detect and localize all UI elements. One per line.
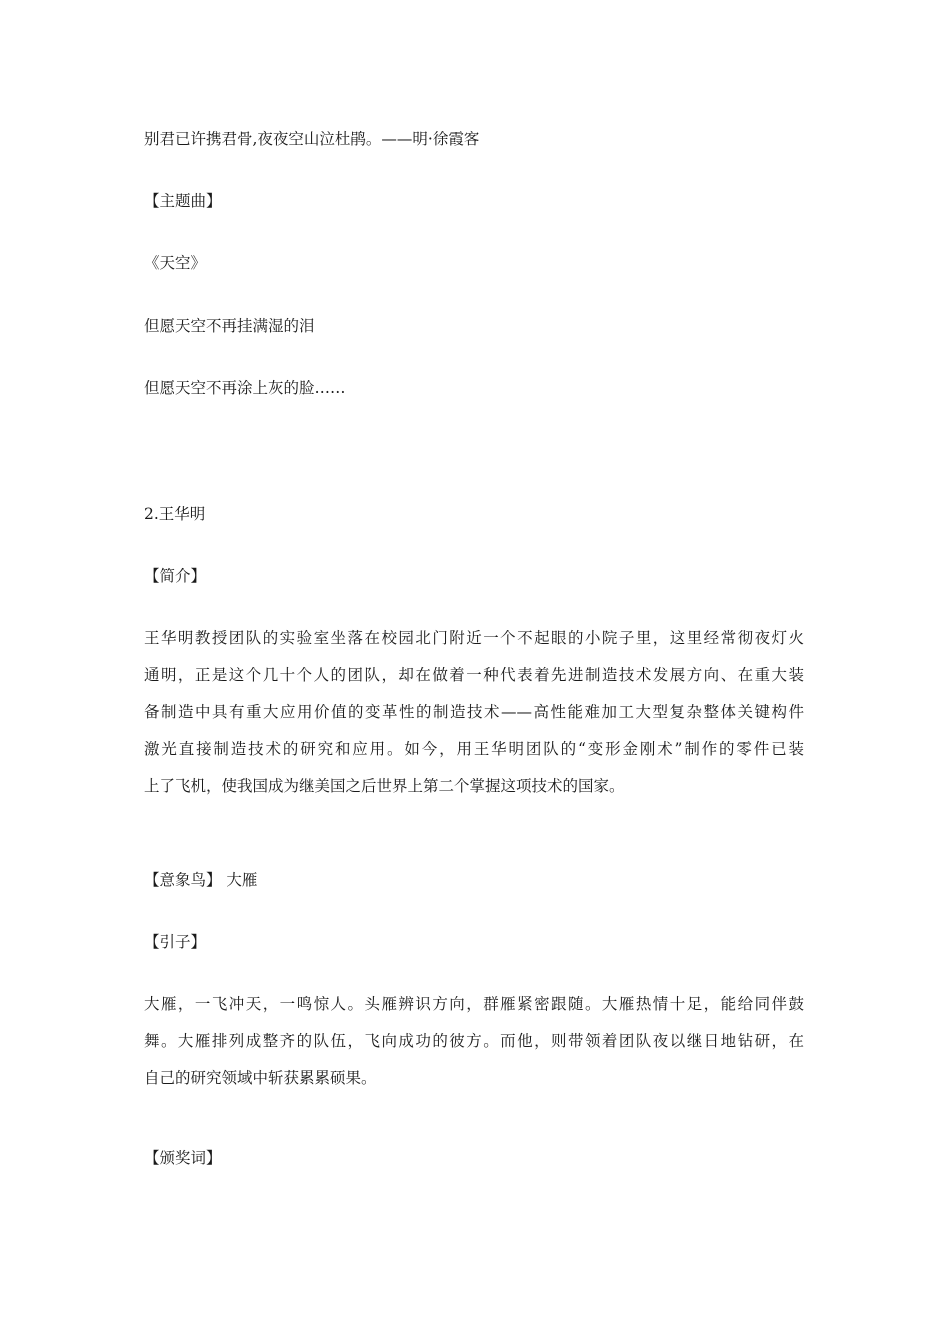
intro-paragraph-line: 上了飞机，使我国成为继美国之后世界上第二个掌握这项技术的国家。: [144, 777, 625, 795]
intro-paragraph-line: 激光直接制造技术的研究和应用。如今，用王华明团队的“变形金刚术”制作的零件已装: [144, 740, 804, 758]
song-title: 《天空》: [144, 254, 207, 272]
intro-paragraph-line: 备制造中具有重大应用价值的变革性的制造技术——高性能难加工大型复杂整体关键构件: [144, 703, 804, 721]
award-heading: 【颁奖词】: [144, 1149, 222, 1167]
intro-paragraph-line: 通明，正是这个几十个人的团队，却在做着一种代表着先进制造技术发展方向、在重大装: [144, 666, 804, 684]
lyric-line-2: 但愿天空不再涂上灰的脸……: [144, 379, 346, 397]
quote-line: 别君已许携君骨,夜夜空山泣杜鹃。——明·徐霞客: [144, 130, 480, 148]
lead-paragraph-line: 舞。大雁排列成整齐的队伍，飞向成功的彼方。而他，则带领着团队夜以继日地钻研，在: [144, 1032, 804, 1050]
lead-paragraph-line: 大雁，一飞冲天，一鸣惊人。头雁辨识方向，群雁紧密跟随。大雁热情十足，能给同伴鼓: [144, 995, 804, 1013]
theme-song-heading: 【主题曲】: [144, 192, 222, 210]
image-bird-line: 【意象鸟】 大雁: [144, 871, 258, 889]
lead-paragraph: [144, 986, 804, 1097]
section-title: 2.王华明: [144, 505, 206, 523]
lead-heading: 【引子】: [144, 933, 207, 951]
lyric-line-1: 但愿天空不再挂满湿的泪: [144, 317, 315, 335]
intro-paragraph-line: 王华明教授团队的实验室坐落在校园北门附近一个不起眼的小院子里，这里经常彻夜灯火: [144, 629, 804, 647]
intro-heading: 【简介】: [144, 567, 207, 585]
intro-paragraph: [144, 620, 804, 805]
lead-paragraph-line: 自己的研究领域中斩获累累硕果。: [144, 1069, 377, 1087]
